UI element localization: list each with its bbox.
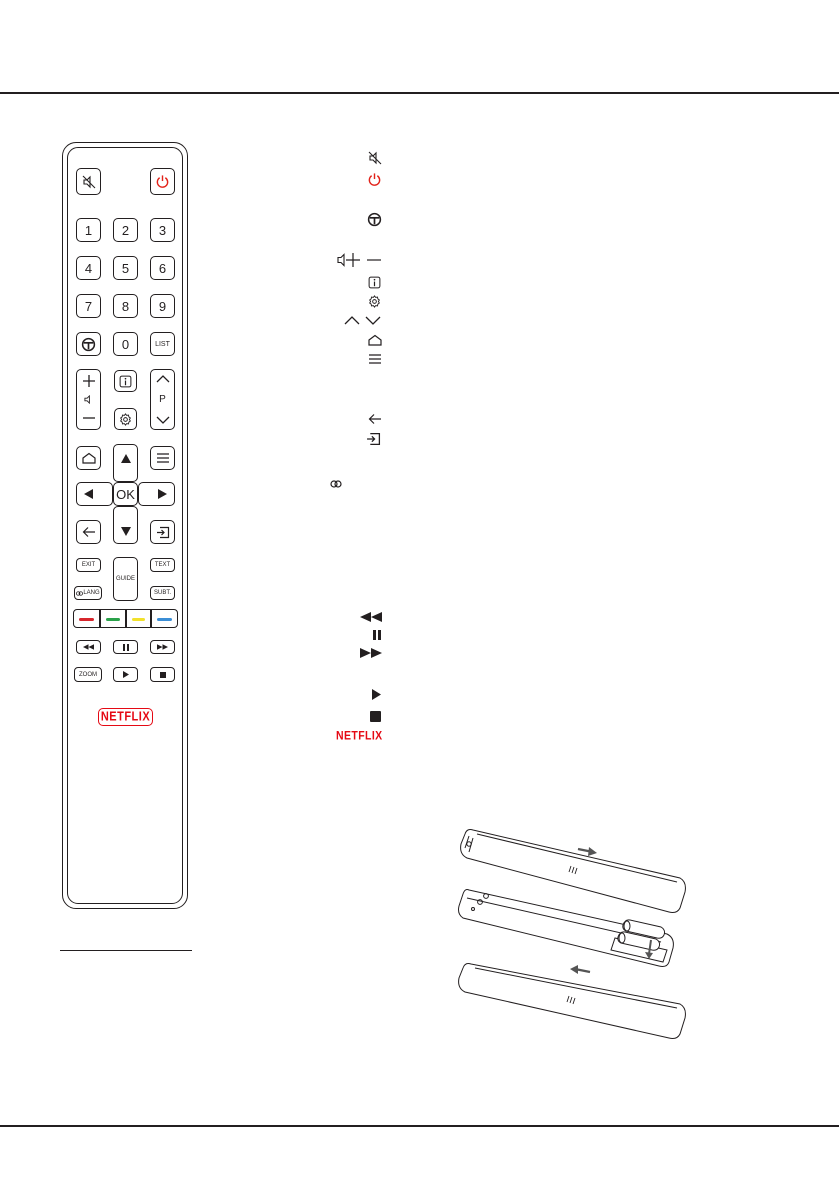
text-button[interactable]	[150, 558, 175, 572]
info-icon	[368, 276, 381, 289]
stop-icon	[370, 711, 381, 722]
back-icon	[82, 526, 96, 538]
home-icon	[368, 334, 382, 346]
pause-button[interactable]	[113, 640, 138, 654]
digit-5-button[interactable]	[113, 256, 138, 280]
slide-arrowhead-bottom	[570, 965, 578, 974]
volume-down-icon	[82, 411, 96, 425]
source-icon	[156, 526, 170, 539]
digit-1-label: 1	[84, 222, 93, 238]
netflix-logo-legend: NETFLIX	[336, 729, 383, 743]
digit-8-button[interactable]	[113, 294, 138, 318]
subt-label: SUBT.	[153, 590, 171, 596]
arrow-down-icon	[121, 527, 131, 536]
green-bar	[106, 618, 120, 621]
menu-icon	[368, 353, 382, 365]
zoom-label: ZOOM	[79, 671, 97, 678]
fast-forward-icon	[360, 648, 382, 658]
netflix-button[interactable]	[98, 708, 153, 726]
digit-4-button[interactable]	[76, 256, 101, 280]
back-icon	[368, 413, 382, 425]
exit-label: EXIT	[81, 562, 96, 568]
menu-icon	[156, 452, 170, 464]
fast-forward-button[interactable]	[150, 640, 175, 654]
info-button[interactable]	[114, 370, 137, 392]
blue-bar	[157, 618, 172, 621]
dpad-right-button[interactable]	[138, 482, 175, 506]
battery-installation-illustration	[455, 826, 695, 1046]
list-button[interactable]	[150, 332, 175, 356]
red-button[interactable]	[73, 609, 100, 628]
power-icon	[367, 172, 382, 187]
arrow-right-icon	[158, 489, 167, 499]
audio-description-icon	[330, 480, 342, 488]
digit-9-label: 9	[158, 298, 167, 314]
netflix-logo: NETFLIX	[100, 710, 151, 724]
yellow-bar	[132, 618, 145, 621]
stop-button[interactable]	[150, 667, 175, 682]
yellow-button[interactable]	[126, 609, 151, 628]
pause-icon	[373, 630, 381, 640]
rewind-icon	[83, 644, 94, 650]
play-icon	[372, 689, 381, 700]
stop-icon	[160, 672, 166, 678]
digit-6-label: 6	[158, 260, 167, 276]
channel-rocker[interactable]	[150, 369, 175, 430]
arrow-left-icon	[84, 489, 93, 499]
power-button[interactable]	[150, 168, 175, 195]
dpad-down-button[interactable]	[113, 506, 138, 544]
slide-arrowhead-top	[588, 847, 597, 856]
exit-button[interactable]	[76, 558, 101, 572]
tcl-button[interactable]	[76, 332, 101, 356]
digit-7-button[interactable]	[76, 294, 101, 318]
dpad-left-button[interactable]	[76, 482, 113, 506]
back-cover-bottom	[459, 964, 686, 1039]
settings-button[interactable]	[114, 408, 137, 430]
header-rule	[0, 92, 839, 94]
mute-icon	[82, 175, 96, 189]
home-button[interactable]	[76, 446, 101, 470]
channel-up-icon	[156, 374, 170, 384]
play-button[interactable]	[113, 667, 138, 682]
digit-2-button[interactable]	[113, 218, 138, 242]
lang-label: LANG	[83, 590, 100, 596]
power-icon	[155, 174, 170, 189]
digit-9-button[interactable]	[150, 294, 175, 318]
green-button[interactable]	[100, 609, 126, 628]
red-bar	[79, 618, 94, 621]
text-label: TEXT	[154, 562, 171, 568]
mute-button[interactable]	[76, 168, 101, 195]
digit-4-label: 4	[84, 260, 93, 276]
zoom-button[interactable]	[74, 667, 102, 682]
digit-5-label: 5	[121, 260, 130, 276]
digit-2-label: 2	[121, 222, 130, 238]
channel-updown-icon	[344, 314, 384, 326]
digit-6-button[interactable]	[150, 256, 175, 280]
volume-up-icon	[82, 374, 96, 388]
source-icon	[366, 432, 381, 446]
rewind-icon	[360, 612, 382, 622]
footer-rule	[0, 1125, 839, 1127]
digit-0-label: 0	[121, 336, 130, 352]
guide-label: GUIDE	[115, 576, 135, 582]
mute-icon	[368, 151, 382, 165]
volume-icon	[337, 252, 383, 268]
ok-button[interactable]	[113, 482, 138, 506]
fast-forward-icon	[157, 644, 168, 650]
settings-icon	[119, 413, 132, 426]
digit-1-button[interactable]	[76, 218, 101, 242]
guide-button[interactable]	[113, 557, 138, 601]
list-label: LIST	[155, 340, 170, 348]
digit-7-label: 7	[84, 298, 93, 314]
audio-description-icon	[76, 591, 83, 596]
pause-icon	[123, 644, 129, 651]
settings-icon	[368, 295, 381, 308]
volume-rocker[interactable]	[76, 369, 101, 430]
home-icon	[82, 452, 96, 464]
arrow-up-icon	[121, 454, 131, 463]
menu-button[interactable]	[150, 446, 175, 470]
digit-3-button[interactable]	[150, 218, 175, 242]
blue-button[interactable]	[151, 609, 178, 628]
lang-button[interactable]	[74, 586, 102, 600]
rewind-button[interactable]	[76, 640, 101, 654]
tcl-icon	[81, 337, 96, 352]
digit-0-button[interactable]	[113, 332, 138, 356]
channel-down-icon	[156, 415, 170, 425]
channel-p-label: P	[159, 394, 166, 405]
speaker-icon	[84, 395, 93, 404]
tcl-icon	[367, 212, 382, 227]
play-icon	[123, 671, 129, 678]
source-button[interactable]	[150, 520, 175, 544]
subtitle-button[interactable]	[150, 586, 175, 600]
caption-underline	[60, 950, 192, 951]
dpad-up-button[interactable]	[113, 444, 138, 482]
digit-8-label: 8	[121, 298, 130, 314]
ok-label: OK	[116, 486, 135, 502]
digit-3-label: 3	[158, 222, 167, 238]
back-button[interactable]	[76, 520, 101, 544]
info-icon	[119, 375, 132, 388]
